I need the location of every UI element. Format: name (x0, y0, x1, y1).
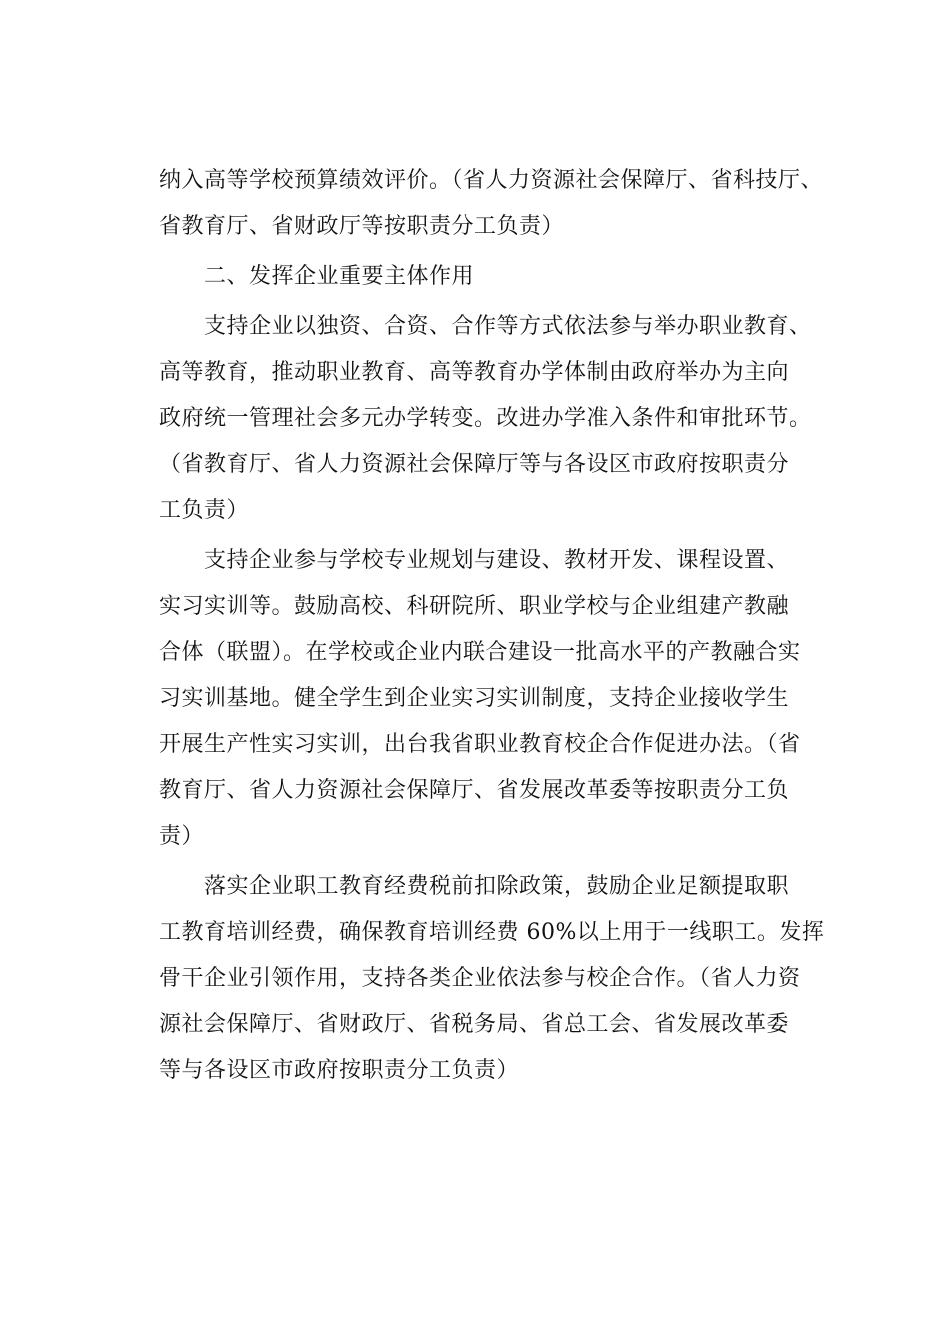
text-line: 责） (159, 824, 205, 849)
text-line: 支持企业参与学校专业规划与建设、教材开发、课程设置、 (204, 548, 790, 573)
text-line: （省教育厅、省人力资源社会保障厅等与各设区市政府按职责分 (159, 452, 790, 477)
text-line: 合体（联盟）。在学校或企业内联合建设一批高水平的产教融合实 (159, 640, 801, 665)
text-line: 高等教育，推动职业教育、高等教育办学体制由政府举办为主向 (159, 360, 790, 385)
section-heading: 二、发挥企业重要主体作用 (204, 264, 475, 289)
text-line: 骨干企业引领作用，支持各类企业依法参与校企合作。（省人力资 (159, 966, 801, 991)
document-body (159, 158, 825, 1094)
text-line: 教育厅、省人力资源社会保障厅、省发展改革委等按职责分工负 (159, 778, 790, 803)
text-line: 支持企业以独资、合资、合作等方式依法参与举办职业教育、 (204, 314, 812, 339)
text-line: 工负责） (159, 498, 250, 523)
text-line: 政府统一管理社会多元办学转变。改进办学准入条件和审批环节。 (159, 406, 812, 431)
text-line: 落实企业职工教育经费税前扣除政策，鼓励企业足额提取职 (204, 874, 790, 899)
text-line: 等与各设区市政府按职责分工负责） (159, 1058, 520, 1083)
text-line: 习实训基地。健全学生到企业实习实训制度，支持企业接收学生 (159, 686, 790, 711)
text-line: 实习实训等。鼓励高校、科研院所、职业学校与企业组建产教融 (159, 594, 790, 619)
text-line: 开展生产性实习实训，出台我省职业教育校企合作促进办法。（省 (159, 732, 801, 757)
text-line: 省教育厅、省财政厅等按职责分工负责） (159, 214, 565, 239)
text-line: 工教育培训经费，确保教育培训经费 60%以上用于一线职工。发挥 (159, 920, 825, 945)
text-line: 纳入高等学校预算绩效评价。（省人力资源社会保障厅、省科技厅、 (159, 168, 824, 193)
text-line: 源社会保障厅、省财政厅、省税务局、省总工会、省发展改革委 (159, 1012, 790, 1037)
